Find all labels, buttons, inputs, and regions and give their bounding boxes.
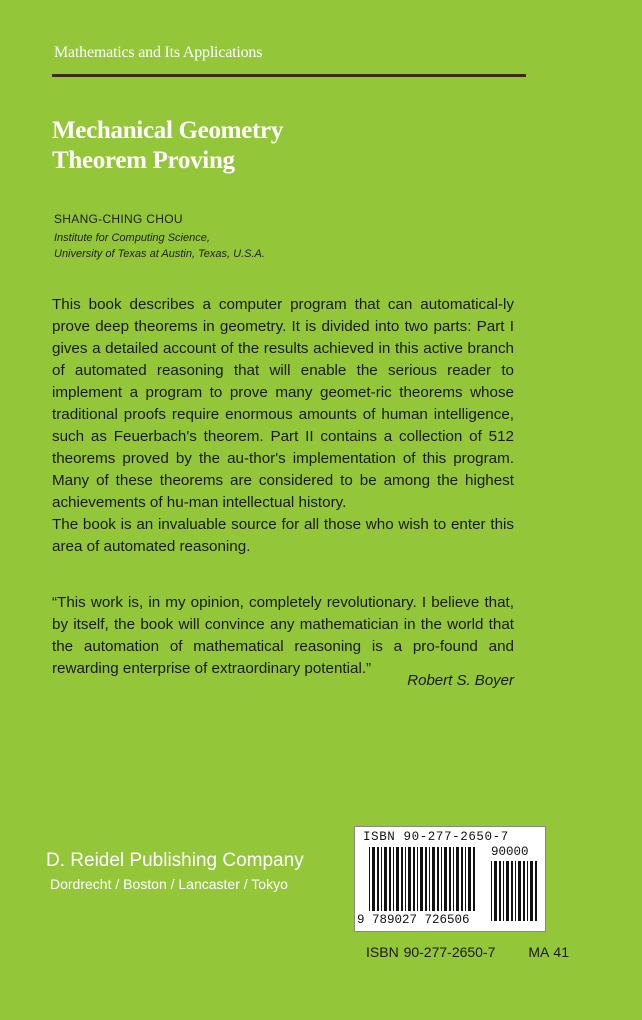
- title-line-2: Theorem Proving: [52, 147, 235, 174]
- book-description: [52, 294, 514, 558]
- barcode-bar: [389, 847, 391, 911]
- barcode-bar: [377, 847, 379, 911]
- barcode-isbn: ISBN 90-277-2650-7: [363, 830, 509, 844]
- barcode-bar: [432, 847, 435, 911]
- barcode-bar: [401, 847, 403, 911]
- barcode-bar: [396, 847, 399, 911]
- publisher-cities: Dordrecht / Boston / Lancaster / Tokyo: [50, 876, 288, 892]
- barcode-bar: [518, 861, 521, 921]
- affiliation-line-1: Institute for Computing Science,: [54, 232, 210, 244]
- publisher-name: D. Reidel Publishing Company: [46, 850, 304, 871]
- barcode-bar: [461, 847, 463, 911]
- barcode-bar: [393, 847, 394, 911]
- barcode-bar: [441, 847, 442, 911]
- barcode-bar: [381, 847, 382, 911]
- description-paragraph-2: The book is an invaluable source for all those who wish to enter this area of automated reasoning.: [52, 516, 514, 555]
- barcode-number: 9 789027 726506: [357, 913, 470, 927]
- addon-barcode-bars: [491, 861, 537, 921]
- barcode-bar: [413, 847, 415, 911]
- quote-author: Robert S. Boyer: [407, 672, 514, 689]
- barcode-bar: [506, 861, 509, 921]
- barcode-bar: [425, 847, 427, 911]
- isbn-footer: [366, 944, 569, 960]
- barcode-bar: [535, 861, 537, 921]
- barcode-bar: [491, 861, 492, 921]
- barcode-bar: [437, 847, 439, 911]
- main-barcode-bars: [369, 847, 475, 911]
- barcode: [354, 826, 546, 932]
- barcode-bar: [456, 847, 459, 911]
- series-code: MA 41: [528, 944, 570, 960]
- barcode-bar: [444, 847, 447, 911]
- barcode-bar: [465, 847, 466, 911]
- barcode-bar: [384, 847, 387, 911]
- book-title: [52, 116, 283, 176]
- barcode-bar: [473, 847, 475, 911]
- barcode-bar: [503, 861, 504, 921]
- isbn-text: ISBN 90-277-2650-7: [366, 944, 496, 960]
- barcode-bar: [511, 861, 513, 921]
- series-name: Mathematics and Its Applications: [54, 44, 263, 61]
- barcode-bar: [523, 861, 525, 921]
- header-rule: [52, 74, 526, 77]
- barcode-bar: [449, 847, 451, 911]
- barcode-bar: [468, 847, 471, 911]
- barcode-bar: [420, 847, 423, 911]
- barcode-bar: [494, 861, 497, 921]
- title-line-1: Mechanical Geometry: [52, 117, 284, 144]
- barcode-addon: 90000: [491, 845, 529, 859]
- description-paragraph-1: This book describes a computer program that can automatical-ly prove deep theorems in geometry. It is divided into two parts: Part I gives a detailed account of the results achieved in this active branch of automated reasoning that will enable the serious reader to implement a program to prove many geomet-ric theorems whose traditional proofs require enormous amounts of human intelligence, such as Feuerbach's theorem. Part II contains a collection of 512 theorems proved by the au-thor's implementation of this program. Many of these theorems are considered to be among the highest achievements of hu-man intellectual history.: [52, 296, 514, 511]
- barcode-bar: [369, 847, 370, 911]
- endorsement-quote: “This work is, in my opinion, completely revolutionary. I believe that, by itself, the book will convince any mathematician in the world that the automation of mathematical reasoning is a pro-found and rewarding enterprise of extraordinary potential.”: [52, 594, 514, 677]
- barcode-bar: [515, 861, 516, 921]
- author-affiliation: [54, 230, 265, 262]
- barcode-bar: [527, 861, 528, 921]
- barcode-bar: [429, 847, 430, 911]
- barcode-bar: [408, 847, 411, 911]
- barcode-bar: [499, 861, 501, 921]
- barcode-bar: [417, 847, 418, 911]
- barcode-bar: [405, 847, 406, 911]
- barcode-bar: [372, 847, 375, 911]
- barcode-bar: [453, 847, 454, 911]
- barcode-bar: [530, 861, 533, 921]
- affiliation-line-2: University of Texas at Austin, Texas, U.S.A.: [54, 248, 265, 260]
- author-name: SHANG-CHING CHOU: [54, 212, 183, 226]
